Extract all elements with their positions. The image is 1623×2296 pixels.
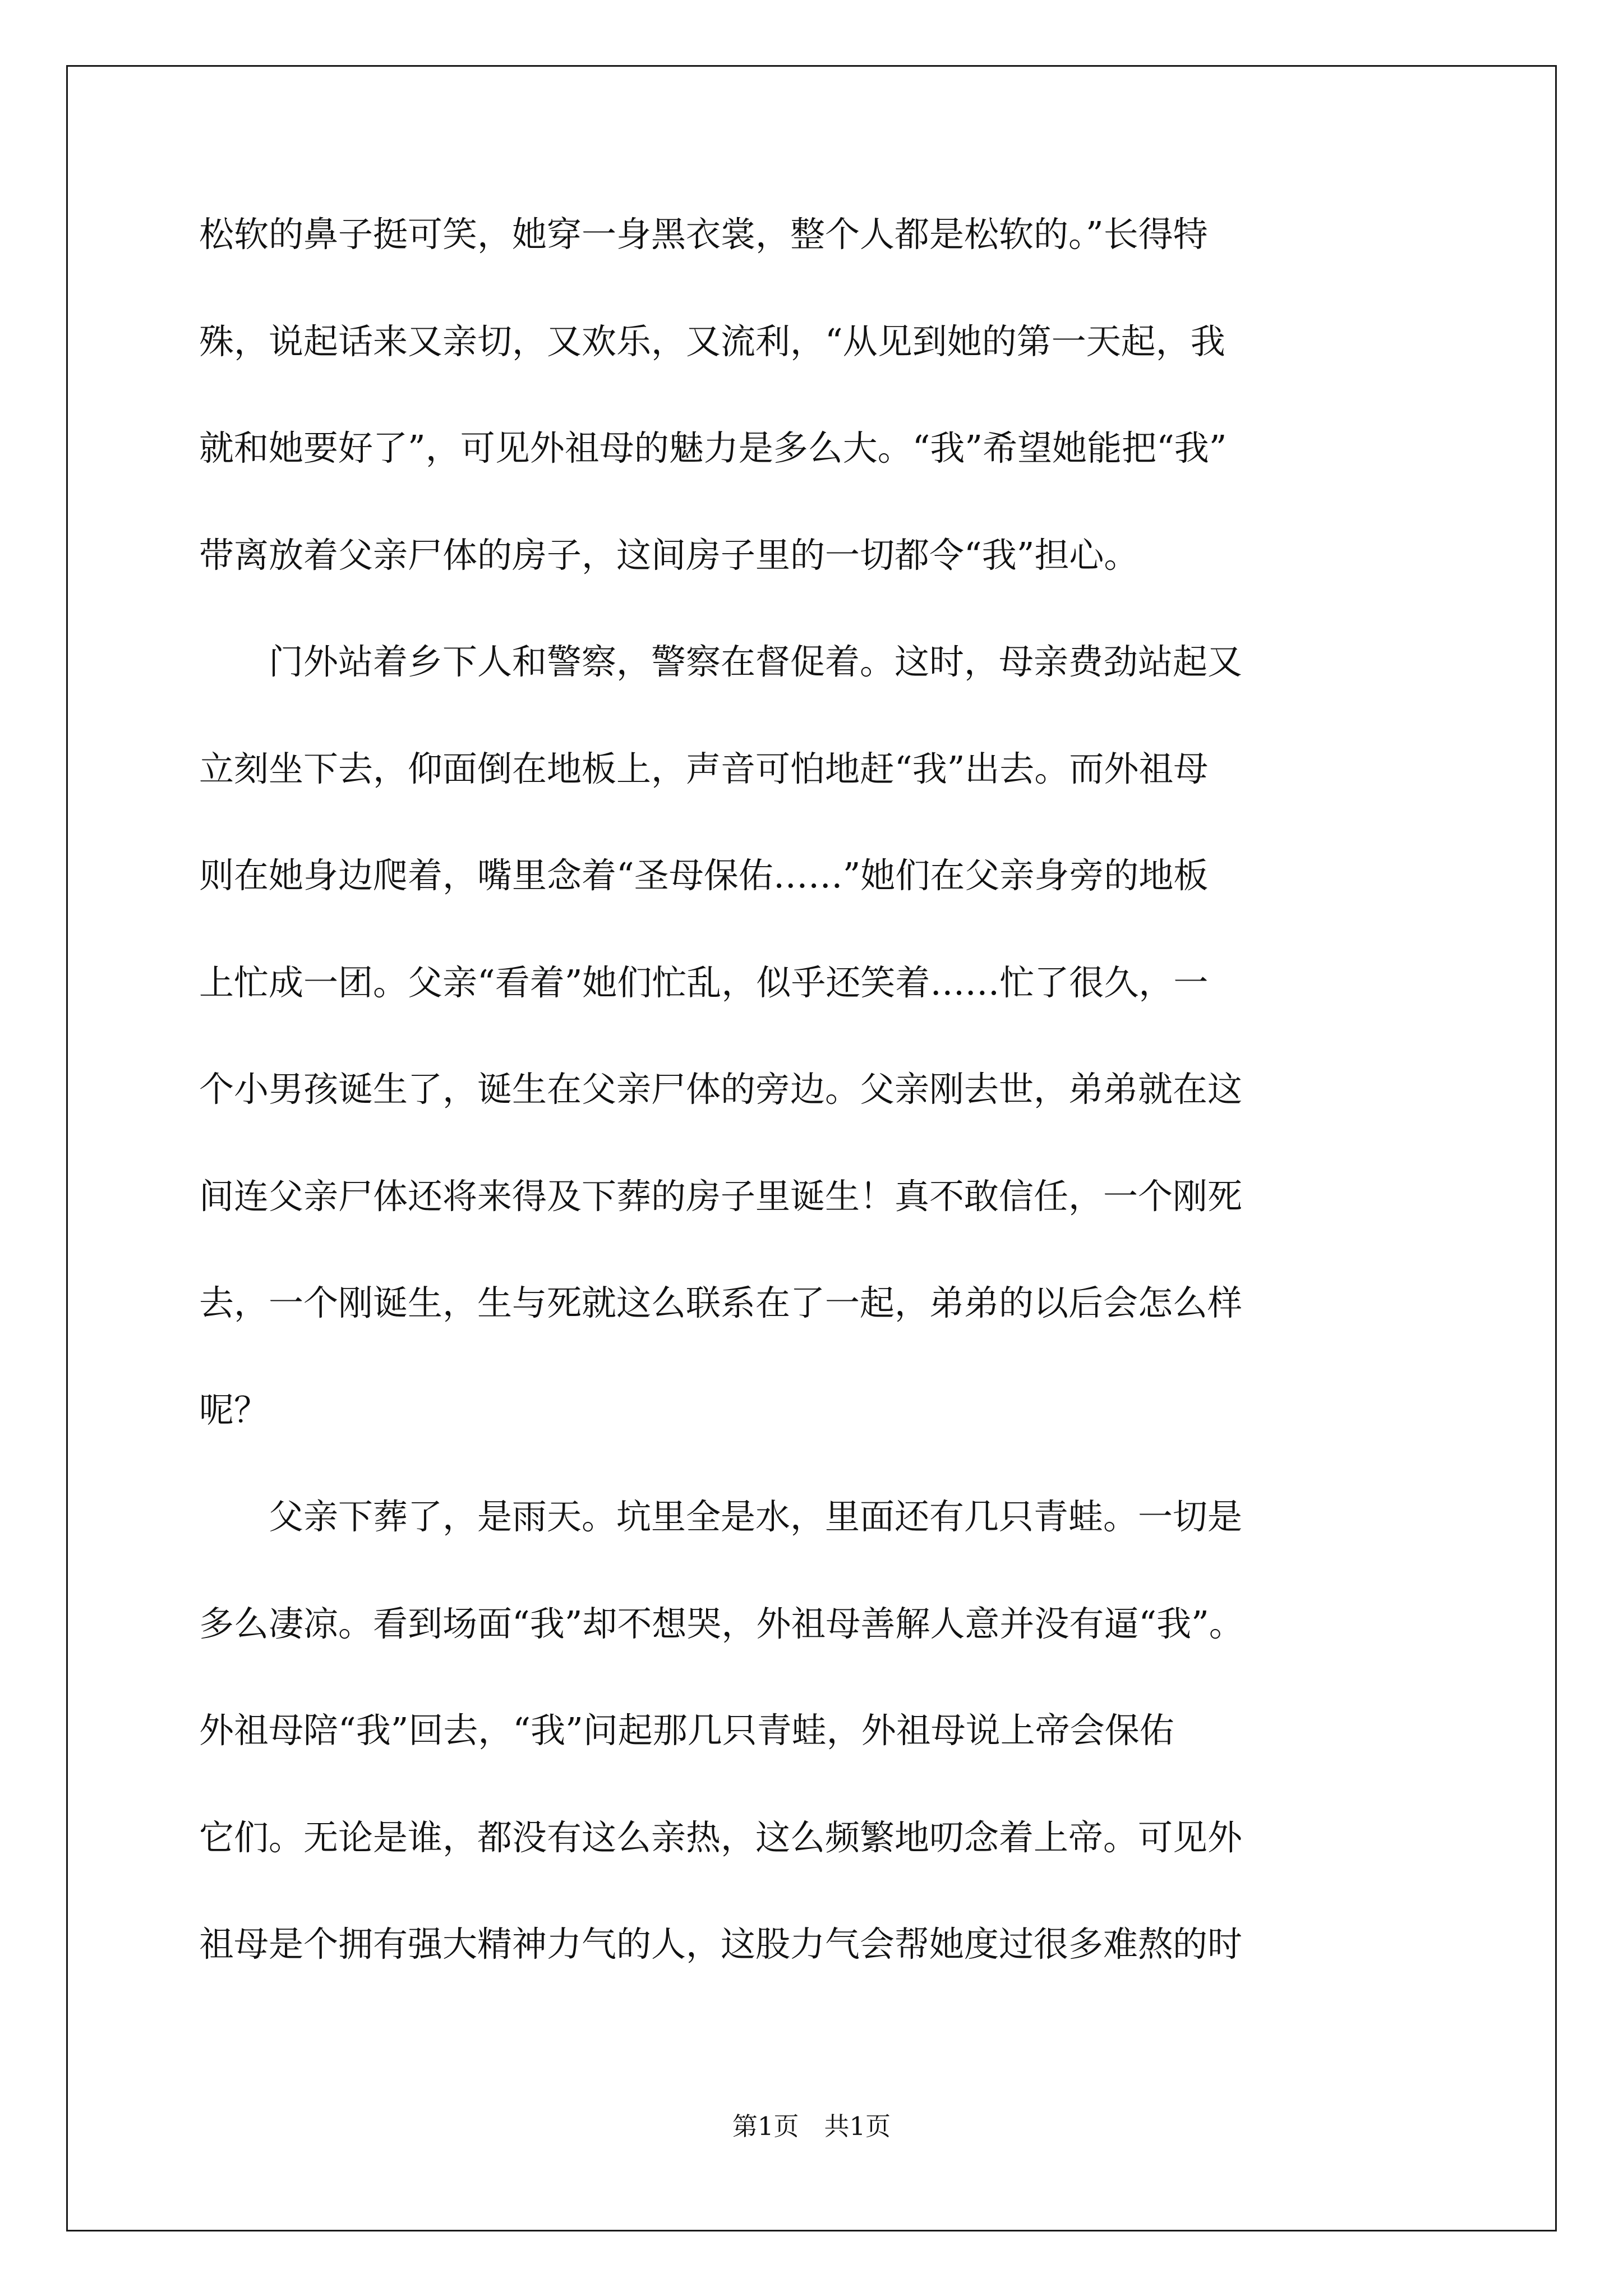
text-line: 则在她身边爬着，嘴里念着“圣母保佑……”她们在父亲身旁的地板 xyxy=(199,855,1209,896)
text-line: 松软的鼻子挺可笑，她穿一身黑衣裳，整个人都是松软的。”长得特 xyxy=(199,214,1208,255)
text-line: 间连父亲尸体还将来得及下葬的房子里诞生！真不敢信任，一个刚死 xyxy=(199,1175,1243,1217)
text-line: 父亲下葬了，是雨天。坑里全是水，里面还有几只青蛙。一切是 xyxy=(199,1496,1243,1537)
body-text xyxy=(199,213,1422,2030)
text-line: 门外站着乡下人和警察，警察在督促着。这时，母亲费劲站起又 xyxy=(199,641,1243,682)
text-line: 带离放着父亲尸体的房子，这间房子里的一切都令“我”担心。 xyxy=(199,534,1139,576)
text-line: 个小男孩诞生了，诞生在父亲尸体的旁边。父亲刚去世，弟弟就在这 xyxy=(199,1069,1243,1110)
text-line: 立刻坐下去，仰面倒在地板上，声音可怕地赶“我”出去。而外祖母 xyxy=(199,748,1209,789)
text-line: 上忙成一团。父亲“看着”她们忙乱，似乎还笑着……忙了很久，一 xyxy=(199,961,1209,1003)
text-line: 殊，说起话来又亲切，又欢乐，又流利，“从见到她的第一天起，我 xyxy=(199,320,1225,362)
text-line: 外祖母陪“我”回去，“我”问起那几只青蛙，外祖母说上帝会保佑 xyxy=(199,1710,1174,1751)
text-line: 多么凄凉。看到场面“我”却不想哭，外祖母善解人意并没有逼“我”。 xyxy=(199,1603,1244,1644)
text-line: 就和她要好了”，可见外祖母的魅力是多么大。“我”希望她能把“我” xyxy=(199,427,1227,468)
text-line: 去，一个刚诞生，生与死就这么联系在了一起，弟弟的以后会怎么样 xyxy=(199,1282,1243,1323)
page-number-footer: 第1页 共1页 xyxy=(732,2111,891,2141)
text-line: 呢？ xyxy=(199,1389,269,1430)
text-line: 祖母是个拥有强大精神力气的人，这股力气会帮她度过很多难熬的时 xyxy=(199,1924,1243,1964)
text-line: 它们。无论是谁，都没有这么亲热，这么频繁地叨念着上帝。可见外 xyxy=(199,1816,1243,1858)
